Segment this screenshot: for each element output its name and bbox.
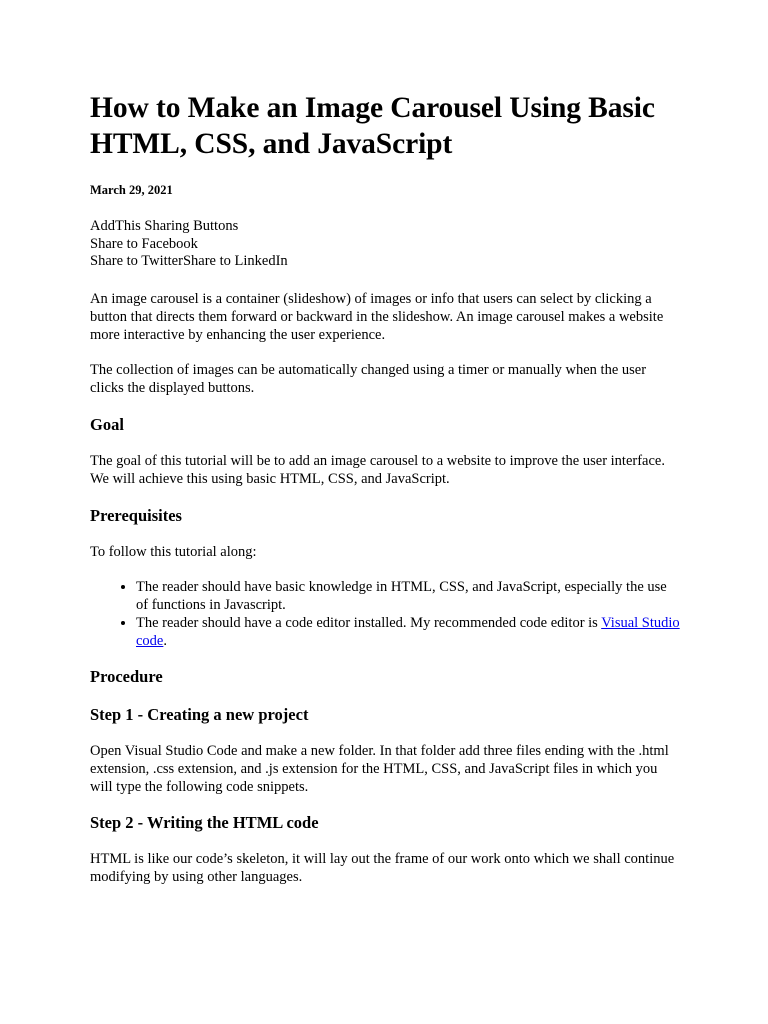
list-item: • The reader should have basic knowledge in HTML, CSS, and JavaScript, especially the use of functions in Javascript. xyxy=(136,578,680,614)
article-title: How to Make an Image Carousel Using Basic HTML, CSS, and JavaScript xyxy=(90,92,655,160)
procedure-heading: Procedure xyxy=(90,666,163,686)
share-facebook-link[interactable]: Share to Facebook xyxy=(90,235,198,252)
prerequisites-list xyxy=(90,578,680,650)
step1-paragraph: Open Visual Studio Code and make a new folder. In that folder add three files ending with the .html extension, .css extension, and .js extension for the HTML, CSS, and JavaScript files in which you will type the following code snippets. xyxy=(90,742,669,795)
share-twitter-link[interactable]: Share to Twitter xyxy=(90,253,183,269)
list-item-text: The reader should have a code editor installed. My recommended code editor is xyxy=(136,614,602,631)
intro-paragraph-2: The collection of images can be automatically changed using a timer or manually when the user clicks the displayed buttons. xyxy=(90,361,647,396)
publish-date: March 29, 2021 xyxy=(90,183,173,197)
share-linkedin-link[interactable]: Share to LinkedIn xyxy=(182,253,288,269)
article xyxy=(90,90,680,886)
goal-heading: Goal xyxy=(90,414,124,434)
goal-paragraph: The goal of this tutorial will be to add an image carousel to a website to improve the user interface. We will achieve this using basic HTML, CSS, and JavaScript. xyxy=(90,452,665,487)
step1-heading: Step 1 - Creating a new project xyxy=(90,704,309,724)
intro-paragraph-1: An image carousel is a container (slideshow) of images or info that users can select by clicking a button that directs them forward or backward in the slideshow. An image carousel makes a website more interactive by enhancing the user experience. xyxy=(90,290,664,343)
list-item xyxy=(136,614,680,650)
prerequisites-heading: Prerequisites xyxy=(90,505,182,525)
share-buttons xyxy=(90,218,680,271)
visual-studio-code-link[interactable]: Visual Studio code xyxy=(136,614,680,649)
share-heading: AddThis Sharing Buttons xyxy=(90,218,239,234)
prerequisites-lead: To follow this tutorial along: xyxy=(90,543,257,560)
list-item-end: . xyxy=(163,632,167,649)
step2-heading: Step 2 - Writing the HTML code xyxy=(90,812,319,832)
step2-paragraph: HTML is like our code’s skeleton, it will lay out the frame of our work onto which we shall continue modifying by using other languages. xyxy=(90,850,675,885)
share-row xyxy=(90,253,680,271)
